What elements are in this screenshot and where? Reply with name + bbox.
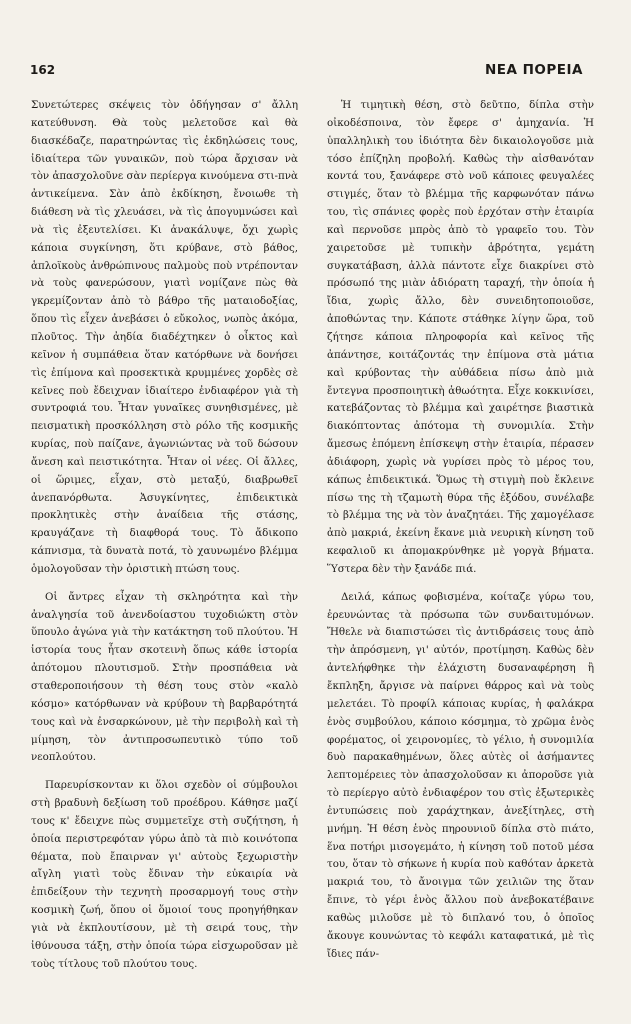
left-column xyxy=(31,97,298,974)
running-head: ΝΕΑ ΠΟΡΕΙΑ xyxy=(484,62,583,78)
paragraph: Παρευρίσκονταν κι ὅλοι σχεδὸν οἱ σύμβουλοι στὴ βραδυνὴ δεξίωση τοῦ προέδρου. Κάθησε μαζί τους κ' ἔδειχνε πὼς συμμετεῖχε στὴ συζήτηση, ἡ ὁποία περιστρεφόταν γύρω ἀπὸ τὰ πιὸ κοινότοπα θέματα, ποὺ ἔπαιρναν γι' αὐτοὺς ξεχωριστὴν αἴγλη γιατὶ τοὺς ἔδιναν τὴν εὐκαιρία νὰ ἐπιδείξουν τὴν τεχνητὴ προσαρμογή τους στὴν κοσμικὴ ζωή, ὅπου οἱ ὅμοιοί τους προηγήθηκαν γιὰ νὰ ἐκπλουτίσουν, μὲ τὴ σειρά τους, τὴν ἰθύνουσα τάξη, στὴν ὁποία τώρα εἰσχωροῦσαν μὲ τοὺς τίτλους τοῦ πλούτου τους. xyxy=(31,779,298,970)
page-number: 162 xyxy=(30,63,56,77)
page-header xyxy=(30,62,583,78)
right-column xyxy=(327,97,594,964)
paragraph: Οἱ ἄντρες εἶχαν τὴ σκληρότητα καὶ τὴν ἀναλγησία τοῦ ἀνενδοίαστου τυχοδιώκτη στὸν ὕπουλο ἀγώνα γιὰ τὴν κατάκτηση τοῦ πλούτου. Ἡ ἱστορία τους ἦταν σκοτεινὴ ὅπως κάθε ἱστορία ἀπότομου πλουτισμοῦ. Στὴν προσπάθεια νὰ σταθεροποιήσουν τὴ θέση τους στὸν «καλὸ κόσμο» κατόρθωναν νὰ κρύβουν τὴ βαρβαρότητά τους καὶ νὰ ἐνσαρκώνουν, μὲ τὴν περιβολὴ καὶ τὴ μίμηση, τὸν ἀντιπροσωπευτικὸ τύπο τοῦ νεοπλούτου. xyxy=(31,590,298,764)
paragraph: Συνετώτερες σκέψεις τὸν ὁδήγησαν σ' ἄλλη κατεύθυνση. Θὰ τοὺς μελετοῦσε καὶ θὰ διασκέδαζε, παρατηρώντας τὶς ἐκδηλώσεις τους, ἰδιαίτερα τῶν γυναικῶν, ποὺ τώρα ἄρχισαν νὰ τὸν ἀπασχολοῦνε σὰν περίεργα κινούμενα στι-πνὰ ἀντικείμενα. Σὰν ἀπὸ ἐκδίκηση, ἔνοιωθε τὴ διάθεση νὰ τὶς χλευάσει, νὰ τὶς ἀπογυμνώσει καὶ νὰ τὶς ἐξευτελίσει. Κι ἀνακάλυψε, ὄχι χωρὶς κάποια συγκίνηση, ὅτι κρύβανε, στὸ βάθος, ἁπλοϊκοὺς ἀνθρώπινους παλμοὺς ποὺ ντρέπονταν νὰ τοὺς φανερώσουν, γιατὶ νομίζανε πὼς θὰ γκρεμίζονταν ἀπὸ τὸ βάθρο τῆς ματαιοδοξίας, ὅπου τὶς εἶχεν ἀνεβάσει ὁ εὔκολος, νωπὸς ἀκόμα, πλοῦτος. Τὴν ἀηδία διαδέχτηκεν ὁ οἶκτος καὶ κεῖνον ἡ συμπάθεια ὅταν κατόρθωνε νὰ δονήσει τὶς ἐπίμονα καὶ προσεκτικὰ κρυμμένες χορδὲς σὲ κεῖνες ποὺ ἔδειχναν ἰδιαίτερο ἐνδιαφέρον γιὰ τὴ συντροφιά του. Ἦταν γυναῖκες συνηθισμένες, μὲ πεισματικὴ προσκόλληση στὸ ρόλο τῆς κοσμικῆς κυρίας, ποὺ παίζανε, ἀγωνιώντας νὰ τοῦ δώσουν ἄνεση καὶ πειστικότητα. Ἦταν οἱ νέες. Οἱ ἄλλες, οἱ ὥριμες, εἶχαν, στὸ μεταξύ, διαβρωθεῖ ἀνεπανόρθωτα. Ἀσυγκίνητες, ἐπιδεικτικὰ προκλητικὲς στὴν ἀναίδεια τῆς στάσης, κραυγάζανε τὴ διαφθορά τους. Τὸ ἄδικοπο κάπνισμα, τὰ δυνατὰ ποτά, τὸ χαυνωμένο βλέμμα ὁμολογοῦσαν τὴν ὁριστικὴ πτώση τους. xyxy=(31,99,298,575)
paragraph: Ἡ τιμητικὴ θέση, στὸ δεῦτπο, δίπλα στὴν οἰκοδέσποινα, τὸν ἔφερε σ' ἀμηχανία. Ἡ ὑπαλληλικὴ του ἰδιότητα δὲν δικαιολογοῦσε μιὰ τόσο ἐπίζηλη προβολή. Καθὼς τὴν αἰσθανόταν κοντά του, ξανάφερε στὸ νοῦ κάποιες φευγαλέες στιγμές, ὅταν τὸ βλέμμα τῆς καρφωνόταν πάνω του, τὶς σπάνιες φορὲς ποὺ ἐρχόταν στὴν ἑταιρία καὶ περνοῦσε μπρὸς ἀπὸ τὸ γραφεῖο του. Τὸν χαιρετοῦσε μὲ τυπικὴν ἁβρότητα, γεμάτη συγκατάβαση, ἀλλὰ πάντοτε εἶχε διακρίνει στὸ πρόσωπό της μιὰν ἀδιόρατη ταραχή, τὴν ὁποία ἡ ἴδια, χωρὶς ἄλλο, δὲν συνειδητοποιοῦσε, ἀποθώντας την. Κάποτε στάθηκε λίγην ὥρα, τοῦ ζήτησε κάποια πληροφορία καὶ κεῖνος τῆς ἀπάντησε, κοιτάζοντάς την ἐπίμονα στὰ μάτια καὶ κρύβοντας τὴν αὐθάδεια πίσω ἀπὸ μιὰ ἔντεγνα προσποιητικὴ ἀθωότητα. Εἶχε κοκκινίσει, κατεβάζοντας τὸ βλέμμα καὶ χαιρέτησε βιαστικὰ διακόπτοντας ἀπότομα τὴ συνομιλία. Στὴν ἄμεσως ἑπόμενη ἐπίσκεψη στὴν ἑταιρία, πέρασεν ἀδιάφορη, χωρὶς νὰ γυρίσει πρὸς τὸ μέρος του, κάπως ἐπιδεικτικά. Ὅμως τὴ στιγμὴ ποὺ ἔκλεινε πίσω της τὴ τζαμωτὴ θύρα τῆς ἐξόδου, συνέλαβε τὸ βλέμμα της νὰ τὸν ἀναζητάει. Τῆς χαμογέλασε ἀπὸ μακριά, ἐκείνη ἔκανε μιὰ νευρικὴ κίνηση τοῦ κεφαλιοῦ κι ἀπομακρύνθηκε μὲ γοργὰ βήματα. Ὕστερα δὲν τὴν ξανάδε πιά. xyxy=(327,99,594,575)
paragraph: Δειλά, κάπως φοβισμένα, κοίταζε γύρω του, ἐρευνώντας τὰ πρόσωπα τῶν συνδαιτυμόνων. Ἤθελε νὰ διαπιστώσει τὶς ἀντιδράσεις τους ἀπὸ τὴν ἀπρόσμενη, γι' αὐτόν, προτίμηση. Καθὼς δὲν ἀντελήφθηκε τὴν ἐλάχιστη δυσαναφέρηση ἢ ἔκπληξη, ἄργισε νὰ παίρνει θάρρος καὶ νὰ τοὺς μελετάει. Τὸ προφίλ κάποιας κυρίας, ἡ φαλάκρα ἑνὸς συμβούλου, κάποιο κόσμημα, τὸ χρῶμα ἑνὸς φορέματος, οἱ χειρονομίες, τὸ γέλιο, ἡ συνομιλία δυὸ παρακαθημένων, ὅλες αὐτὲς οἱ ἀσήμαντες λεπτομέρειες τὸν ἀπασχολοῦσαν κι ἀποροῦσε γιὰ τὸ περίεργο αὐτὸ ἐνδιαφέρον του στὶς ἐξωτερικὲς ἐντυπώσεις ποὺ χαράχτηκαν, ἀνεξίτηλες, στὴ μνήμη. Ἡ θέση ἑνὸς πηρουνιοῦ δίπλα στὸ πιάτο, ἕνα ποτήρι μισογεμάτο, ἡ κίνηση τοῦ ποτοῦ μέσα του, ὅταν τὸ σήκωνε ἡ κυρία ποὺ καθόταν ἀρκετὰ μακριά του, τὸ ἄνοιγμα τῶν χειλιῶν της ὅταν ἔπινε, τὸ γέρι ἑνὸς ἄλλου ποὺ ἀνεβοκατέβαινε καθὼς μιλοῦσε μὲ τὸ διπλανό του, ὁ ὁποῖος ἄκουγε κουνώντας τὸ κεφάλι καταφατικά, μὲ τὶς ἴδιες πάν- xyxy=(327,590,594,960)
